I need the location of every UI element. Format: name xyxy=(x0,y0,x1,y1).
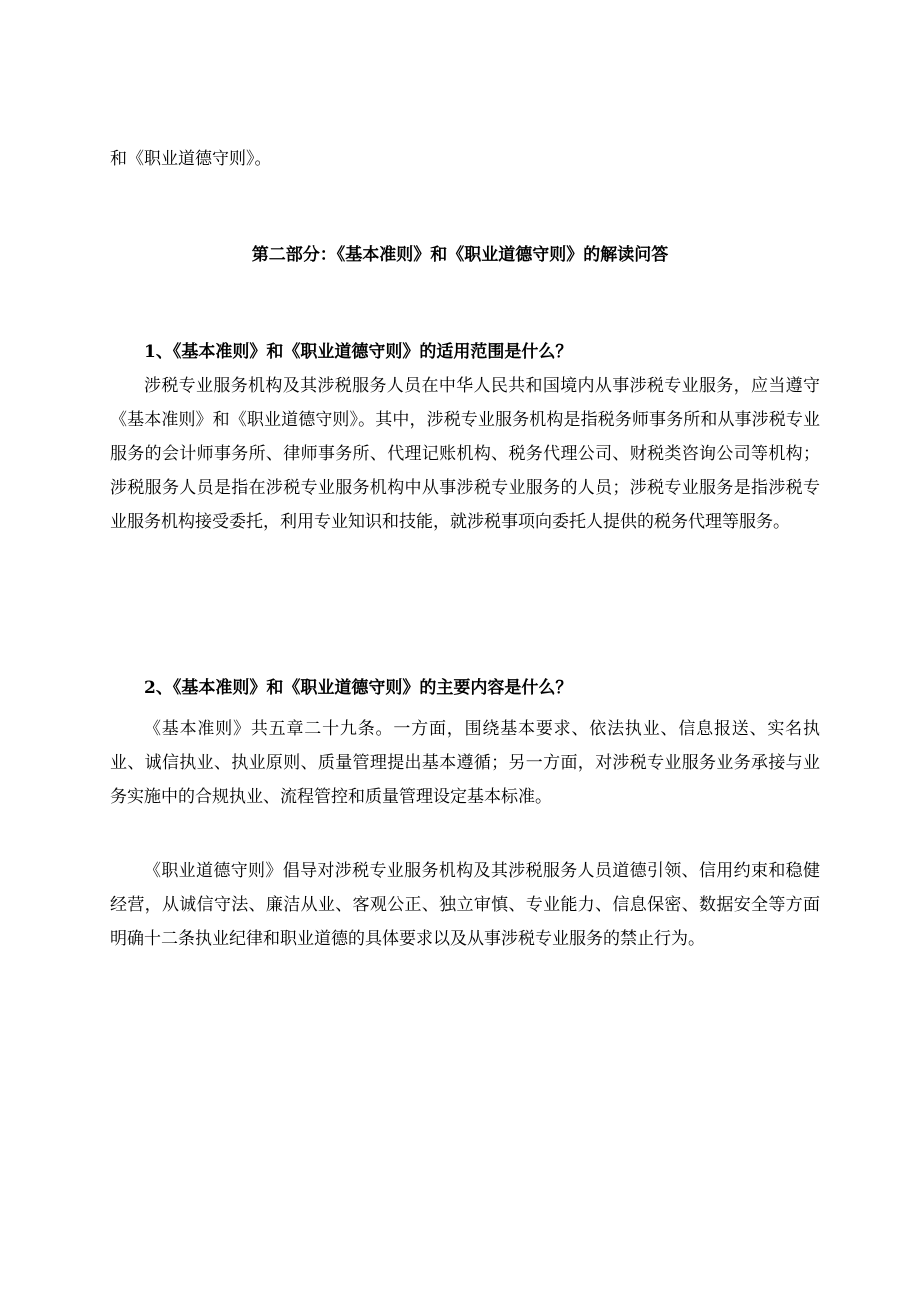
question-heading: 1、《基本准则》和《职业道德守则》的适用范围是什么？ xyxy=(144,342,573,362)
answer-paragraph: 《职业道德守则》倡导对涉税专业服务机构及其涉税服务人员道德引领、信用约束和稳健经营，从诚信守法、廉洁从业、客观公正、独立审慎、专业能力、信息保密、数据安全等方面明确十二条执业纪律和职业道德的具体要求以及从事涉税专业服务的禁止行为。 xyxy=(110,861,820,949)
question-heading: 2、《基本准则》和《职业道德守则》的主要内容是什么？ xyxy=(144,678,573,698)
section-title: 第二部分：《基本准则》和《职业道德守则》的解读问答 xyxy=(251,245,669,265)
answer-paragraph: 涉税专业服务机构及其涉税服务人员在中华人民共和国境内从事涉税专业服务，应当遵守《基本准则》和《职业道德守则》。其中，涉税专业服务机构是指税务师事务所和从事涉税专业服务的会计师事务所、律师事务所、代理记账机构、税务代理公司、财税类咨询公司等机构；涉税服务人员是指在涉税专业服务机构中从事涉税专业服务的人员；涉税专业服务是指涉税专业服务机构接受委托，利用专业知识和技能，就涉税事项向委托人提供的税务代理等服务。 xyxy=(110,376,820,532)
continuation-line: 和《职业道德守则》。 xyxy=(110,149,272,169)
answer-paragraph: 《基本准则》共五章二十九条。一方面，围绕基本要求、依法执业、信息报送、实名执业、诚信执业、执业原则、质量管理提出基本遵循；另一方面，对涉税专业服务业务承接与业务实施中的合规执业、流程管控和质量管理设定基本标准。 xyxy=(110,719,820,807)
